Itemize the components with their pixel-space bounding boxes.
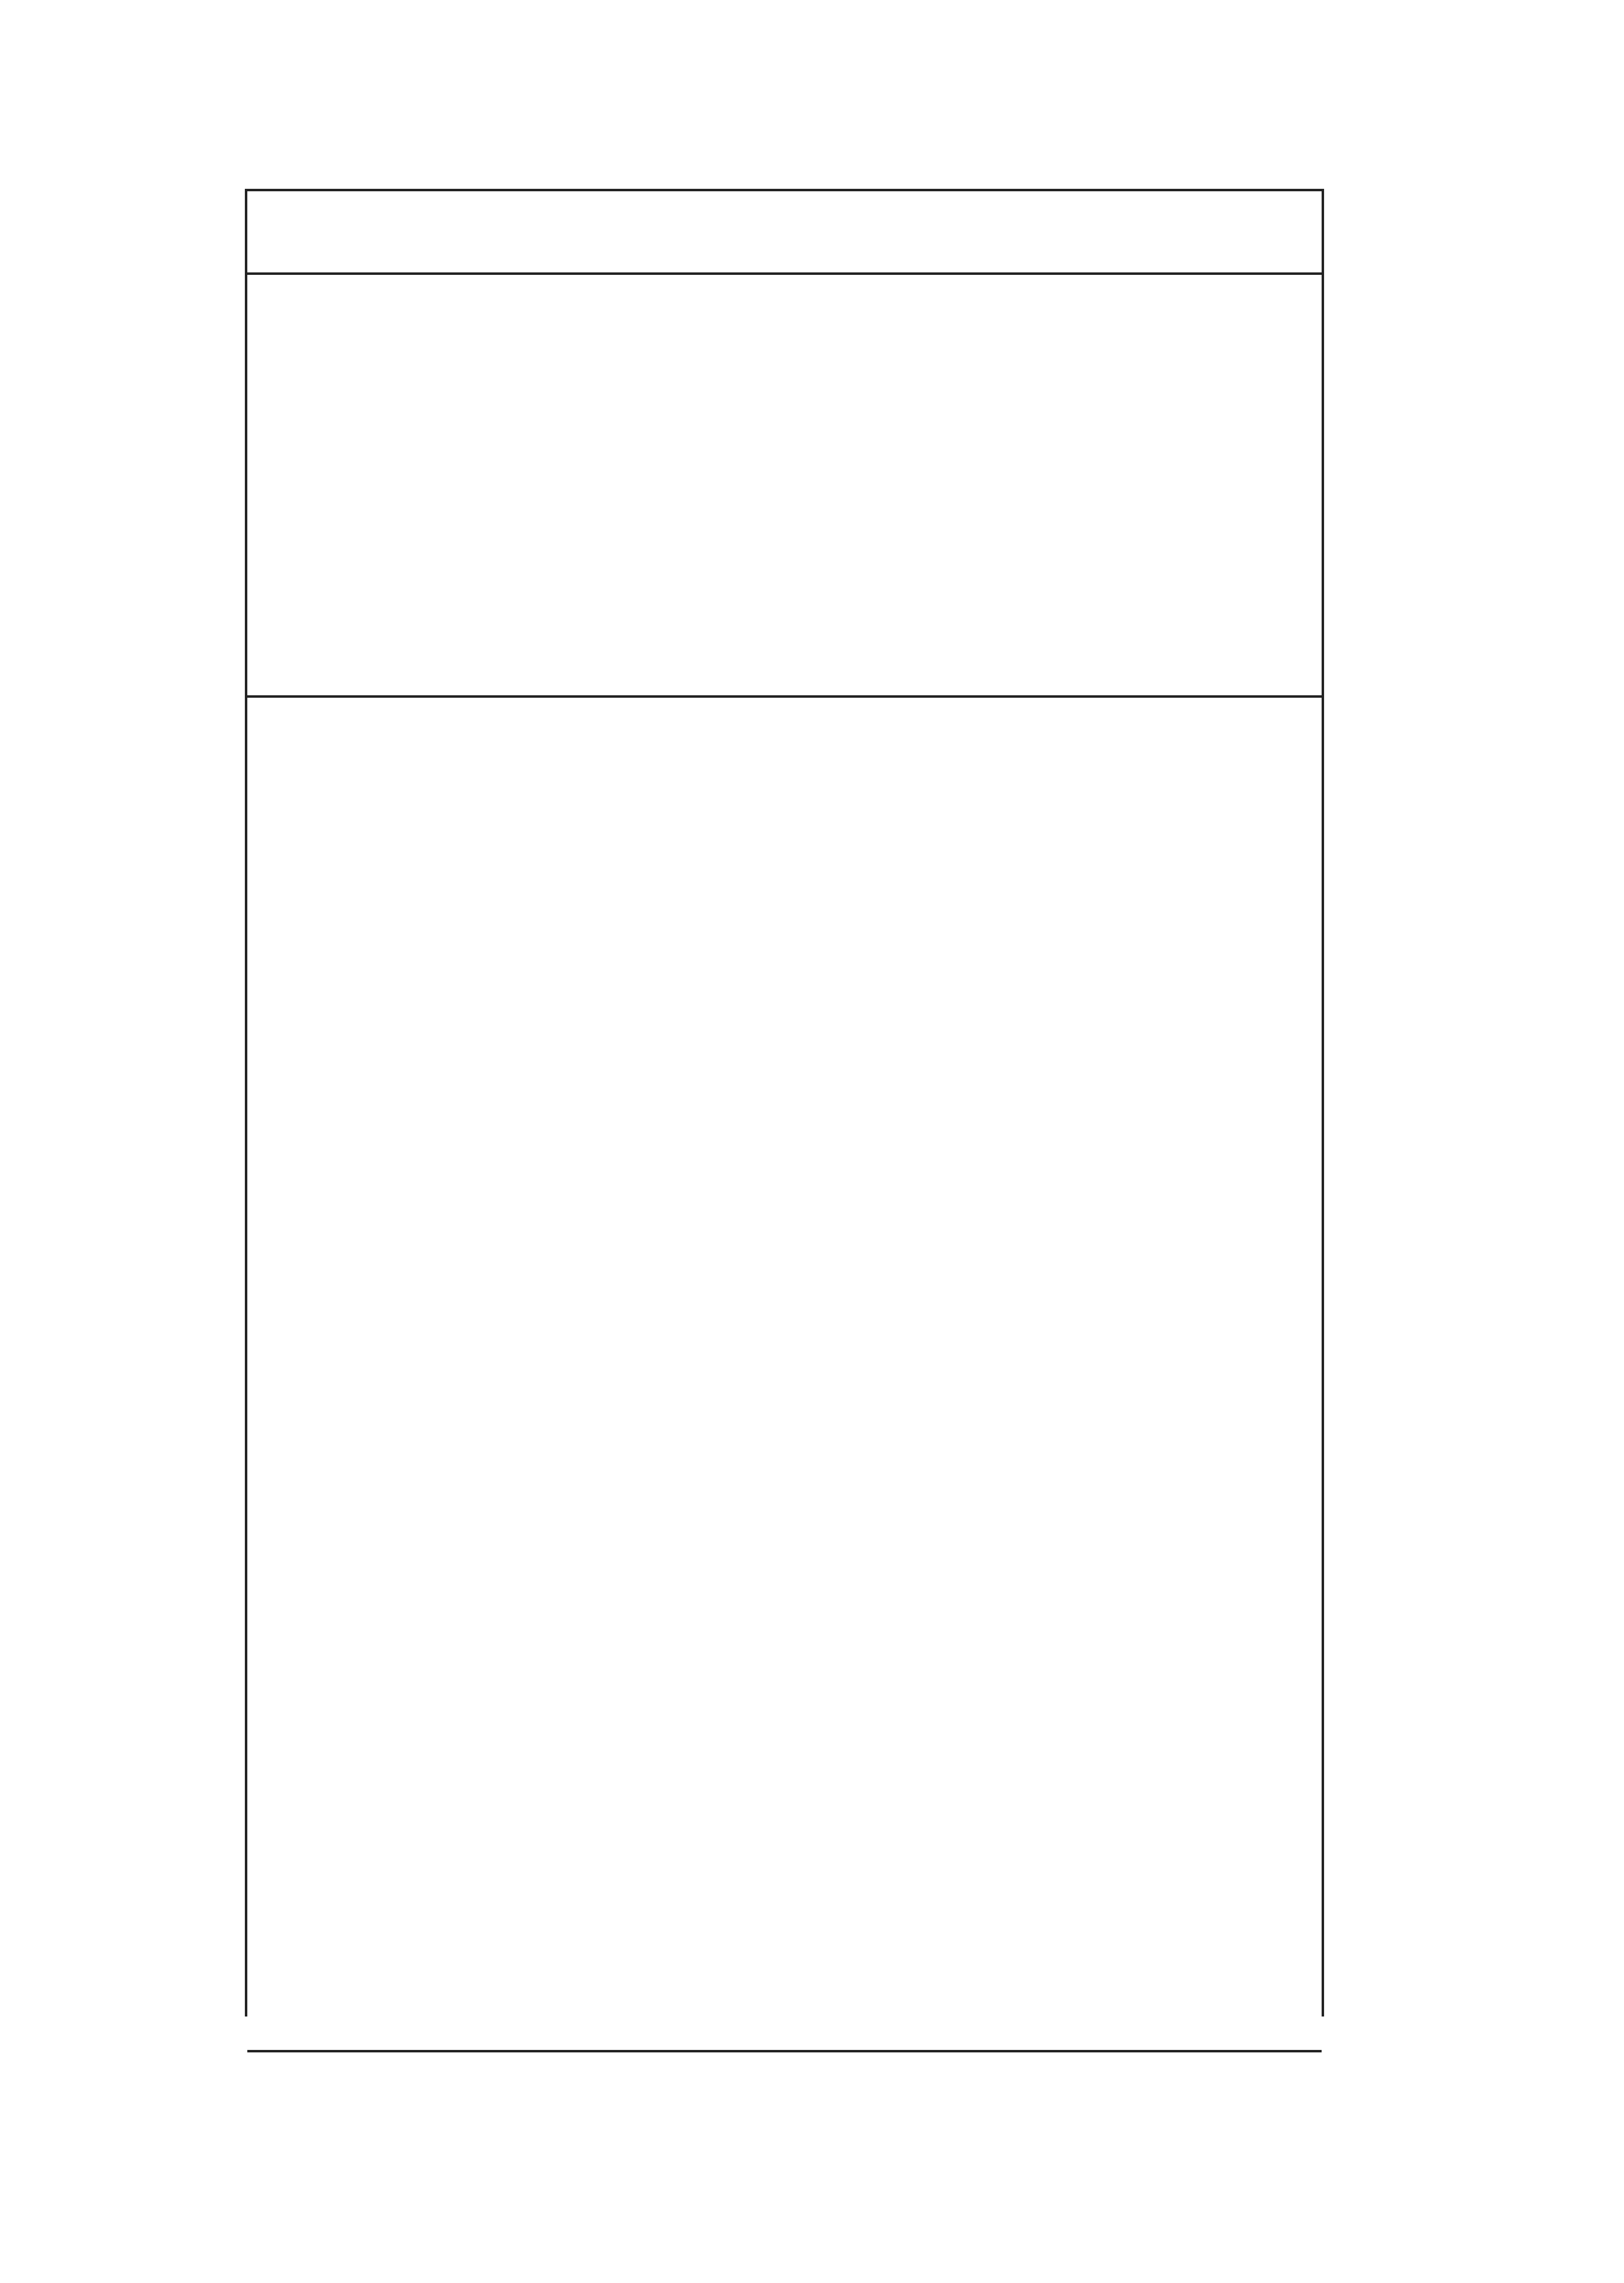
answer-cell xyxy=(247,698,1322,2052)
qa-table xyxy=(245,189,1324,2016)
question-6-cell xyxy=(247,2052,1322,2213)
continued-answer-cell xyxy=(247,191,1322,275)
question-5-cell xyxy=(247,275,1322,698)
